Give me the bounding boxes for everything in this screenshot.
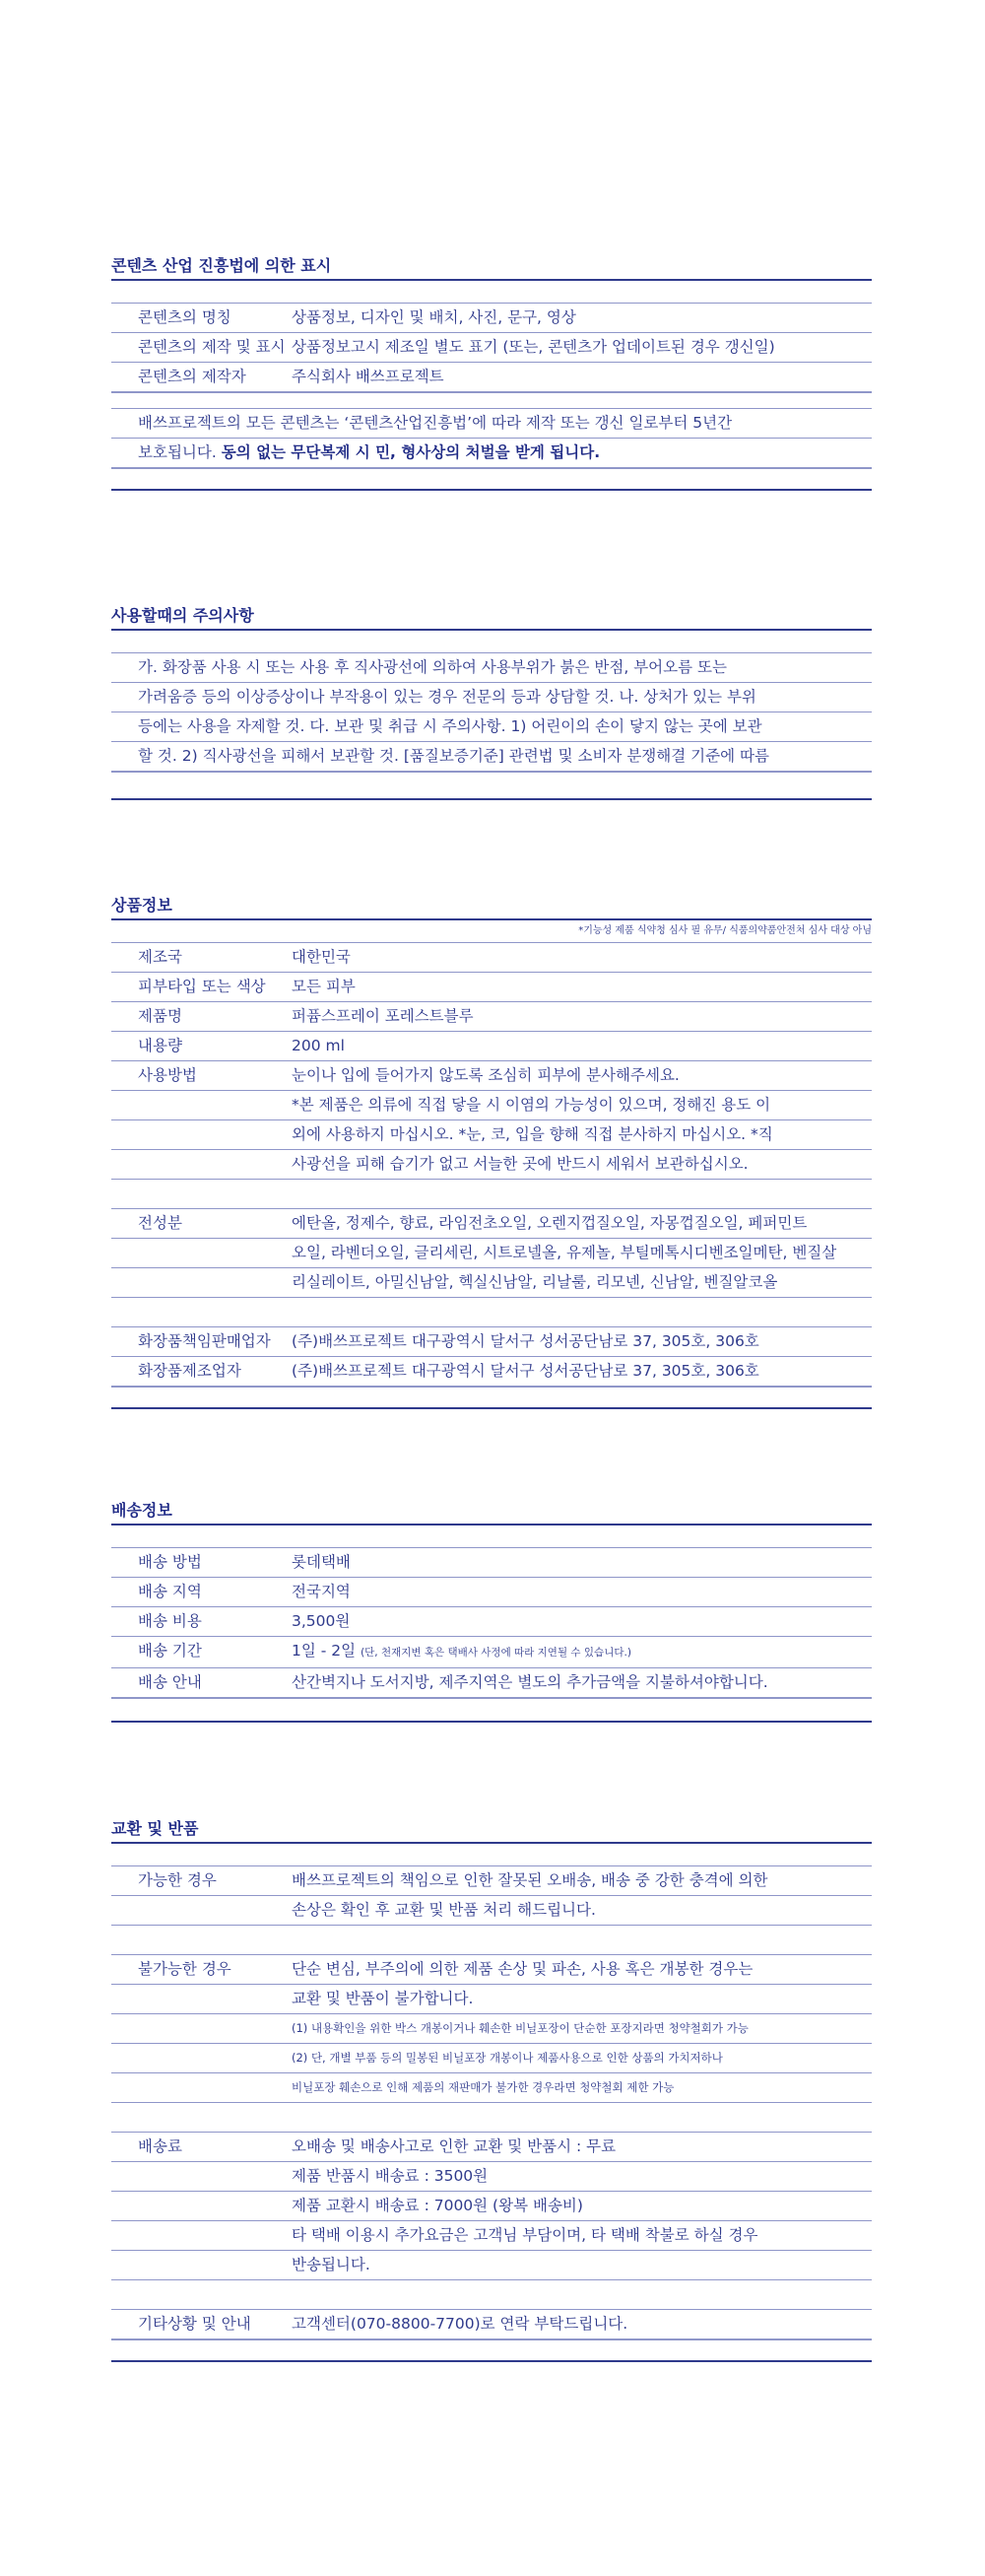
table-row	[111, 1326, 872, 1356]
row-label	[111, 1268, 292, 1297]
row-label: 콘텐츠의 명칭	[138, 308, 231, 326]
row-label	[111, 1150, 292, 1179]
row-label	[111, 2221, 292, 2250]
table-row	[111, 972, 872, 1001]
section-end-rule	[111, 489, 872, 491]
row-label: 콘텐츠의 제작 및 표시	[138, 338, 286, 356]
row-value	[292, 1298, 872, 1326]
functional-note: *기능성 제품 식약청 심사 필 유무/ 식품의약품안전처 심사 대상 아님	[578, 925, 872, 936]
row-value: 모든 피부	[292, 978, 356, 995]
section-end-rule	[111, 798, 872, 800]
row-label	[111, 1239, 292, 1267]
table-row-spacer	[111, 1925, 872, 1954]
row-label: 배송 비용	[138, 1612, 202, 1630]
row-label: 배송 안내	[138, 1673, 202, 1691]
row-value: 전국지역	[292, 1583, 351, 1600]
table-row	[111, 1267, 872, 1297]
table-row	[111, 942, 872, 972]
row-value: 눈이나 입에 들어가지 않도록 조심히 피부에 분사해주세요.	[292, 1066, 680, 1084]
row-value: 배쓰프로젝트의 책임으로 인한 잘못된 오배송, 배송 중 강한 충격에 의한	[292, 1871, 768, 1889]
table-row	[111, 1356, 872, 1387]
table-row	[111, 303, 872, 332]
row-value: 에탄올, 정제수, 향료, 라임전초오일, 오렌지껍질오일, 자몽껍질오일, 페퍼민트	[292, 1214, 808, 1232]
row-value: 산간벽지나 도서지방, 제주지역은 별도의 추가금액을 지불하셔야합니다.	[292, 1673, 768, 1691]
table-row-spacer	[111, 2279, 872, 2309]
notice-text: 배쓰프로젝트의 모든 콘텐츠는 ‘콘텐츠산업진흥법’에 따라 제작 또는 갱신 일로부터 5년간	[138, 414, 733, 432]
row-label: 사용방법	[138, 1066, 197, 1084]
exchange-section	[111, 1816, 872, 2362]
row-value: 롯데택배	[292, 1553, 351, 1571]
row-label: 기타상황 및 안내	[138, 2315, 251, 2333]
section-title: 배송정보	[111, 1498, 872, 1525]
caution-line-text: 가려움증 등의 이상증상이나 부작용이 있는 경우 전문의 등과 상담할 것. 나. 상처가 있는 부위	[138, 688, 756, 706]
table-row	[111, 1606, 872, 1636]
table-row	[111, 1238, 872, 1267]
section-end-rule	[111, 1721, 872, 1723]
notice-line	[111, 438, 872, 468]
row-label	[111, 1896, 292, 1925]
caution-line	[111, 652, 872, 682]
table-row-spacer	[111, 1179, 872, 1208]
row-value: 단순 변심, 부주의에 의한 제품 손상 및 파손, 사용 혹은 개봉한 경우는	[292, 1960, 754, 1978]
row-label: 전성분	[138, 1214, 182, 1232]
table-row	[111, 2191, 872, 2220]
caution-text	[111, 652, 872, 773]
row-value: 비닐포장 훼손으로 인해 제품의 재판매가 불가한 경우라면 청약철회 제한 가능	[292, 2080, 675, 2094]
row-label: 불가능한 경우	[138, 1960, 231, 1978]
row-value: (주)배쓰프로젝트 대구광역시 달서구 성서공단남로 37, 305호, 306호	[292, 1362, 759, 1380]
section-title: 사용할때의 주의사항	[111, 603, 872, 631]
row-value: 외에 사용하지 마십시오. *눈, 코, 입을 향해 직접 분사하지 마십시오. *직	[292, 1125, 773, 1143]
shipping-table	[111, 1547, 872, 1699]
table-row	[111, 1954, 872, 1984]
caution-line-text: 등에는 사용을 자제할 것. 다. 보관 및 취급 시 주의사항. 1) 어린이의 손이 닿지 않는 곳에 보관	[138, 717, 762, 735]
product-info-table	[111, 942, 872, 1388]
row-value: 교환 및 반품이 불가합니다.	[292, 1990, 474, 2007]
table-row	[111, 1149, 872, 1179]
table-row	[111, 1865, 872, 1895]
row-label: 콘텐츠의 제작자	[138, 368, 246, 385]
caution-line	[111, 741, 872, 772]
shipping-section	[111, 1498, 872, 1723]
table-row	[111, 1001, 872, 1031]
section-title: 교환 및 반품	[111, 1816, 872, 1844]
row-value	[292, 1637, 872, 1667]
table-row	[111, 1208, 872, 1238]
content-law-section	[111, 253, 872, 491]
notice-bold-text: 동의 없는 무단복제 시 민, 형사상의 처벌을 받게 됩니다.	[221, 443, 601, 461]
table-row	[111, 2220, 872, 2250]
row-value	[292, 1180, 872, 1208]
row-value: 오일, 라벤더오일, 글리세린, 시트로넬올, 유제놀, 부틸메톡시디벤조일메탄, 벤질살	[292, 1244, 837, 1261]
row-value: 주식회사 배쓰프로젝트	[292, 368, 444, 385]
caution-line	[111, 682, 872, 712]
row-label: 내용량	[138, 1037, 182, 1054]
table-row	[111, 1119, 872, 1149]
row-label: 배송 기간	[138, 1642, 202, 1660]
table-row	[111, 1031, 872, 1060]
table-row	[111, 1060, 872, 1090]
row-label	[111, 2014, 292, 2043]
row-value: 제품 반품시 배송료 : 3500원	[292, 2167, 489, 2185]
row-value: 손상은 확인 후 교환 및 반품 처리 해드립니다.	[292, 1901, 596, 1919]
row-label	[111, 1120, 292, 1149]
row-label: 배송 지역	[138, 1583, 202, 1600]
table-row	[111, 1577, 872, 1606]
table-row	[111, 1090, 872, 1119]
row-value: (주)배쓰프로젝트 대구광역시 달서구 성서공단남로 37, 305호, 306호	[292, 1332, 759, 1350]
row-value: 오배송 및 배송사고로 인한 교환 및 반품시 : 무료	[292, 2137, 617, 2155]
row-label	[111, 1985, 292, 2013]
table-row	[111, 1547, 872, 1577]
row-label: 제조국	[138, 948, 182, 966]
row-label	[111, 2162, 292, 2191]
row-value: 3,500원	[292, 1612, 351, 1630]
row-label: 배송료	[138, 2137, 182, 2155]
section-end-rule	[111, 1407, 872, 1409]
row-value: 퍼퓸스프레이 포레스트블루	[292, 1007, 474, 1025]
notice-line	[111, 409, 872, 438]
row-value: 200 ml	[292, 1037, 345, 1054]
delivery-period-note: (단, 천재지변 혹은 택배사 사정에 따라 지연될 수 있습니다.)	[361, 1647, 631, 1659]
table-row	[111, 332, 872, 362]
row-label: 가능한 경우	[138, 1871, 217, 1889]
exchange-table	[111, 1865, 872, 2340]
table-row	[111, 1984, 872, 2013]
row-value: (2) 단, 개별 부품 등의 밀봉된 비닐포장 개봉이나 제품사용으로 인한 상품의 가치저하나	[292, 2051, 723, 2065]
row-value: 상품정보고시 제조일 별도 표기 (또는, 콘텐츠가 업데이트된 경우 갱신일)	[292, 338, 775, 356]
caution-line-text: 가. 화장품 사용 시 또는 사용 후 직사광선에 의하여 사용부위가 붉은 반점, 부어오름 또는	[138, 658, 727, 676]
row-value: 상품정보, 디자인 및 배치, 사진, 문구, 영상	[292, 308, 576, 326]
row-value: 대한민국	[292, 948, 351, 966]
section-end-rule	[111, 2360, 872, 2362]
row-label: 피부타입 또는 색상	[138, 978, 266, 995]
row-label: 화장품제조업자	[138, 1362, 241, 1380]
row-label	[111, 2251, 292, 2279]
product-info-section	[111, 893, 872, 1409]
table-row	[111, 2132, 872, 2161]
row-value: 리실레이트, 아밀신남알, 헥실신남알, 리날룰, 리모넨, 신남알, 벤질알코올	[292, 1273, 778, 1291]
row-label	[111, 2044, 292, 2072]
row-label: 화장품책임판매업자	[138, 1332, 271, 1350]
content-law-table	[111, 303, 872, 393]
copyright-notice	[111, 408, 872, 469]
notice-plain-text: 보호됩니다.	[138, 443, 222, 461]
row-label	[111, 2073, 292, 2102]
delivery-period: 1일 - 2일	[292, 1642, 357, 1660]
table-row	[111, 2250, 872, 2279]
section-title: 상품정보	[111, 893, 872, 920]
table-row-spacer	[111, 1297, 872, 1326]
table-row	[111, 2013, 872, 2043]
table-row	[111, 1636, 872, 1667]
row-label	[111, 2192, 292, 2220]
table-row	[111, 2309, 872, 2339]
row-label: 배송 방법	[138, 1553, 202, 1571]
row-label	[111, 1298, 292, 1326]
row-value: 고객센터(070-8800-7700)로 연락 부탁드립니다.	[292, 2315, 628, 2333]
caution-line	[111, 712, 872, 741]
row-label: 제품명	[138, 1007, 182, 1025]
caution-line-text: 할 것. 2) 직사광선을 피해서 보관할 것. [품질보증기준] 관련법 및 소비자 분쟁해결 기준에 따름	[138, 747, 769, 765]
table-row	[111, 2072, 872, 2102]
caution-section	[111, 603, 872, 800]
table-row	[111, 1895, 872, 1925]
row-label	[111, 1091, 292, 1119]
row-value: 제품 교환시 배송료 : 7000원 (왕복 배송비)	[292, 2197, 583, 2214]
table-row	[111, 362, 872, 392]
table-row	[111, 1667, 872, 1698]
table-row	[111, 2043, 872, 2072]
notice-text	[111, 439, 872, 467]
section-title: 콘텐츠 산업 진흥법에 의한 표시	[111, 253, 872, 281]
row-label	[111, 1180, 292, 1208]
row-value: 타 택배 이용시 추가요금은 고객님 부담이며, 타 택배 착불로 하실 경우	[292, 2226, 758, 2244]
table-row	[111, 2161, 872, 2191]
row-value: *본 제품은 의류에 직접 닿을 시 이염의 가능성이 있으며, 정해진 용도 이	[292, 1096, 771, 1114]
row-value: (1) 내용확인을 위한 박스 개봉이거나 훼손한 비닐포장이 단순한 포장지라면 청약철회가 가능	[292, 2021, 749, 2035]
row-value: 사광선을 피해 습기가 없고 서늘한 곳에 반드시 세워서 보관하십시오.	[292, 1155, 749, 1173]
row-value: 반송됩니다.	[292, 2256, 370, 2273]
table-row-spacer	[111, 2102, 872, 2132]
